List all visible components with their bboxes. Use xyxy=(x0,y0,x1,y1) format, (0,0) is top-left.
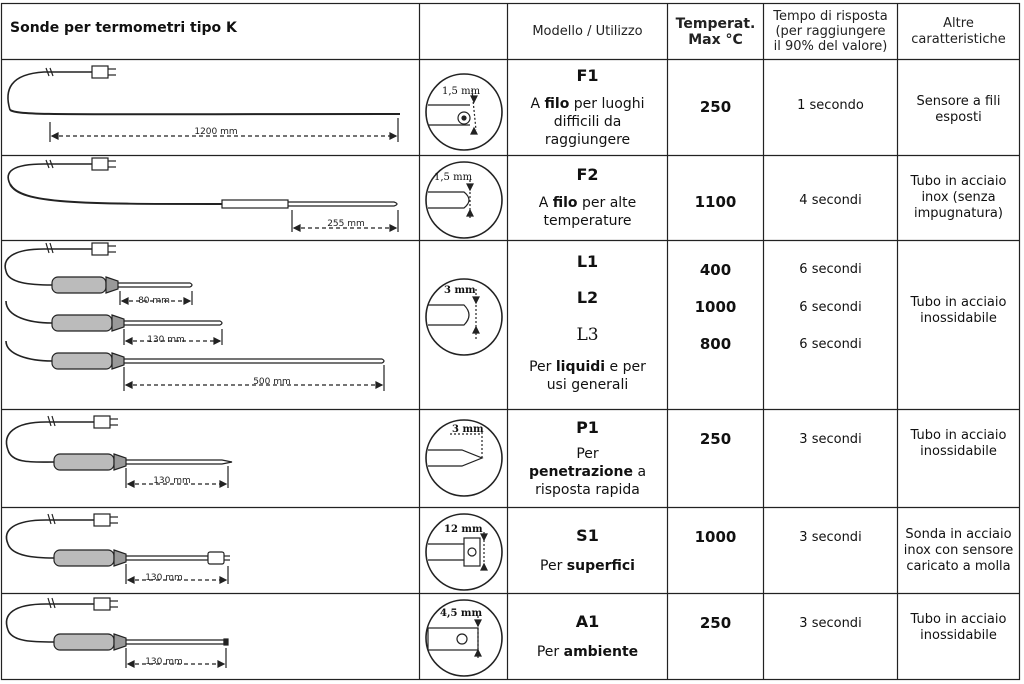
model-use-cell xyxy=(508,241,667,409)
dim-length-label: 255 mm xyxy=(327,219,365,229)
header-feat-line: caratteristiche xyxy=(911,31,1006,47)
feature-line: impugnatura) xyxy=(914,206,1003,221)
dim-length-label: 500 mm xyxy=(253,377,291,387)
usage-text-fragment: raggiungere xyxy=(544,131,631,148)
usage-text-fragment: temperature xyxy=(543,213,632,229)
header-resp-line: (per raggiungere xyxy=(775,24,886,39)
feature-line: Sensore a fili xyxy=(916,94,1001,109)
max-temperature: 250 xyxy=(699,98,732,116)
usage-keyword: liquidi xyxy=(555,359,606,375)
model-code: S1 xyxy=(576,525,599,545)
model-use-cell xyxy=(508,60,667,155)
feature-line: Sonda in acciaio xyxy=(905,526,1012,542)
response-time: 3 secondi xyxy=(799,616,862,631)
tip-detail-f2 xyxy=(420,156,508,240)
probe-drawing-f2 xyxy=(0,156,420,240)
feature-line: Tubo in acciaio xyxy=(910,174,1007,189)
header-temperature xyxy=(668,4,763,59)
model-use-cell xyxy=(508,508,667,593)
model-code: L2 xyxy=(576,288,599,307)
usage-text-fragment: Per xyxy=(529,359,556,375)
max-temperature: 1000 xyxy=(694,298,737,316)
probe-drawing-s1 xyxy=(0,508,420,593)
usage-text xyxy=(508,358,667,394)
tip-detail-p1 xyxy=(420,410,508,507)
header-response-time xyxy=(764,4,897,59)
usage-keyword: superfici xyxy=(566,557,635,574)
usage-text-fragment: difficili da xyxy=(553,113,622,130)
dim-length-label: 1200 mm xyxy=(194,127,238,137)
usage-keyword: filo xyxy=(544,95,570,112)
response-time: 3 secondi xyxy=(799,432,862,447)
other-features xyxy=(898,410,1019,507)
header-resp-line: il 90% del valore) xyxy=(773,39,888,54)
dim-length-label: 130 mm xyxy=(147,335,185,345)
model-code: F1 xyxy=(576,65,599,85)
header-other-features xyxy=(898,4,1019,59)
probe-drawing-a1 xyxy=(0,594,420,679)
usage-text-fragment: Per xyxy=(536,643,564,660)
max-temperature: 400 xyxy=(699,261,732,279)
header-feat-line: Altre xyxy=(943,15,974,31)
tip-detail-a1 xyxy=(420,594,508,679)
dim-tip-label: 3 mm xyxy=(452,424,484,435)
tip-detail-l xyxy=(420,241,508,409)
tip-detail-s1 xyxy=(420,508,508,593)
other-features xyxy=(898,60,1019,155)
feature-line: esposti xyxy=(935,110,982,125)
dim-tip-label: 1,5 mm xyxy=(434,172,473,183)
usage-text-fragment: per luoghi xyxy=(569,95,645,112)
model-code: L1 xyxy=(576,252,599,271)
dim-tip-label: 1,5 mm xyxy=(442,86,481,97)
other-features xyxy=(898,508,1019,593)
usage-text xyxy=(540,557,635,575)
other-features xyxy=(898,594,1019,679)
usage-keyword: penetrazione xyxy=(528,463,634,480)
response-time: 4 secondi xyxy=(799,193,862,208)
page-title: Sonde per termometri tipo K xyxy=(10,20,237,36)
probe-drawing-f1 xyxy=(0,60,420,155)
feature-line: caricato a molla xyxy=(906,558,1011,574)
model-use-cell xyxy=(508,410,667,507)
feature-line: inox con sensore xyxy=(903,542,1014,558)
response-time: 6 secondi xyxy=(799,262,862,277)
response-time: 6 secondi xyxy=(799,300,862,315)
feature-line: inossidabile xyxy=(920,444,997,459)
usage-text-fragment: Per xyxy=(576,445,599,462)
response-time: 1 secondo xyxy=(797,98,864,113)
dim-tip-label: 12 mm xyxy=(444,524,483,535)
feature-line: inossidabile xyxy=(920,311,997,326)
usage-text-fragment: Per xyxy=(540,557,567,574)
feature-line: Tubo in acciaio xyxy=(910,295,1007,310)
usage-text-fragment: risposta rapida xyxy=(535,481,640,498)
dim-length-label: 130 mm xyxy=(145,573,183,583)
feature-line: Tubo in acciaio xyxy=(910,612,1007,627)
model-use-cell xyxy=(508,594,667,679)
model-use-cell xyxy=(508,156,667,240)
feature-line: inossidabile xyxy=(920,628,997,643)
usage-text-fragment: A xyxy=(530,95,545,112)
model-code: P1 xyxy=(576,417,599,437)
dim-length-label: 130 mm xyxy=(153,476,191,486)
usage-text-fragment: A xyxy=(538,195,553,211)
model-code: L3 xyxy=(576,325,599,345)
max-temperature: 250 xyxy=(699,430,732,448)
header-temp-line: Temperat. xyxy=(675,15,756,32)
usage-text-fragment: a xyxy=(633,463,647,480)
usage-text-fragment: per alte xyxy=(577,195,637,211)
usage-keyword: filo xyxy=(552,195,578,211)
usage-text xyxy=(539,194,637,230)
dim-length-label: 80 mm xyxy=(138,296,170,306)
max-temperature: 1000 xyxy=(694,528,737,546)
dim-length-label: 130 mm xyxy=(145,657,183,667)
usage-text xyxy=(531,95,645,149)
usage-keyword: ambiente xyxy=(563,643,639,660)
model-code: F2 xyxy=(576,165,599,184)
usage-text xyxy=(537,643,638,661)
response-time: 6 secondi xyxy=(799,337,862,352)
header-model-use xyxy=(508,4,667,59)
usage-text-fragment: e per xyxy=(605,359,646,375)
max-temperature: 800 xyxy=(699,335,732,353)
other-features xyxy=(898,241,1019,381)
probe-drawing-p1 xyxy=(0,410,420,507)
max-temperature: 250 xyxy=(699,614,732,632)
usage-text-fragment: usi generali xyxy=(546,377,629,393)
probe-drawing-l xyxy=(0,241,420,409)
header-model-use-label: Modello / Utilizzo xyxy=(532,23,643,39)
usage-text xyxy=(529,445,646,499)
response-time: 3 secondi xyxy=(799,530,862,545)
tip-detail-f1 xyxy=(420,60,508,155)
model-code: A1 xyxy=(575,611,600,631)
dim-tip-label: 3 mm xyxy=(444,285,476,296)
header-temp-line: Max °C xyxy=(688,31,743,48)
feature-line: Tubo in acciaio xyxy=(910,428,1007,443)
header-resp-line: Tempo di risposta xyxy=(773,9,888,24)
feature-line: inox (senza xyxy=(921,190,996,205)
max-temperature: 1100 xyxy=(694,193,737,211)
other-features xyxy=(898,156,1019,240)
dim-tip-label: 4,5 mm xyxy=(440,608,483,619)
